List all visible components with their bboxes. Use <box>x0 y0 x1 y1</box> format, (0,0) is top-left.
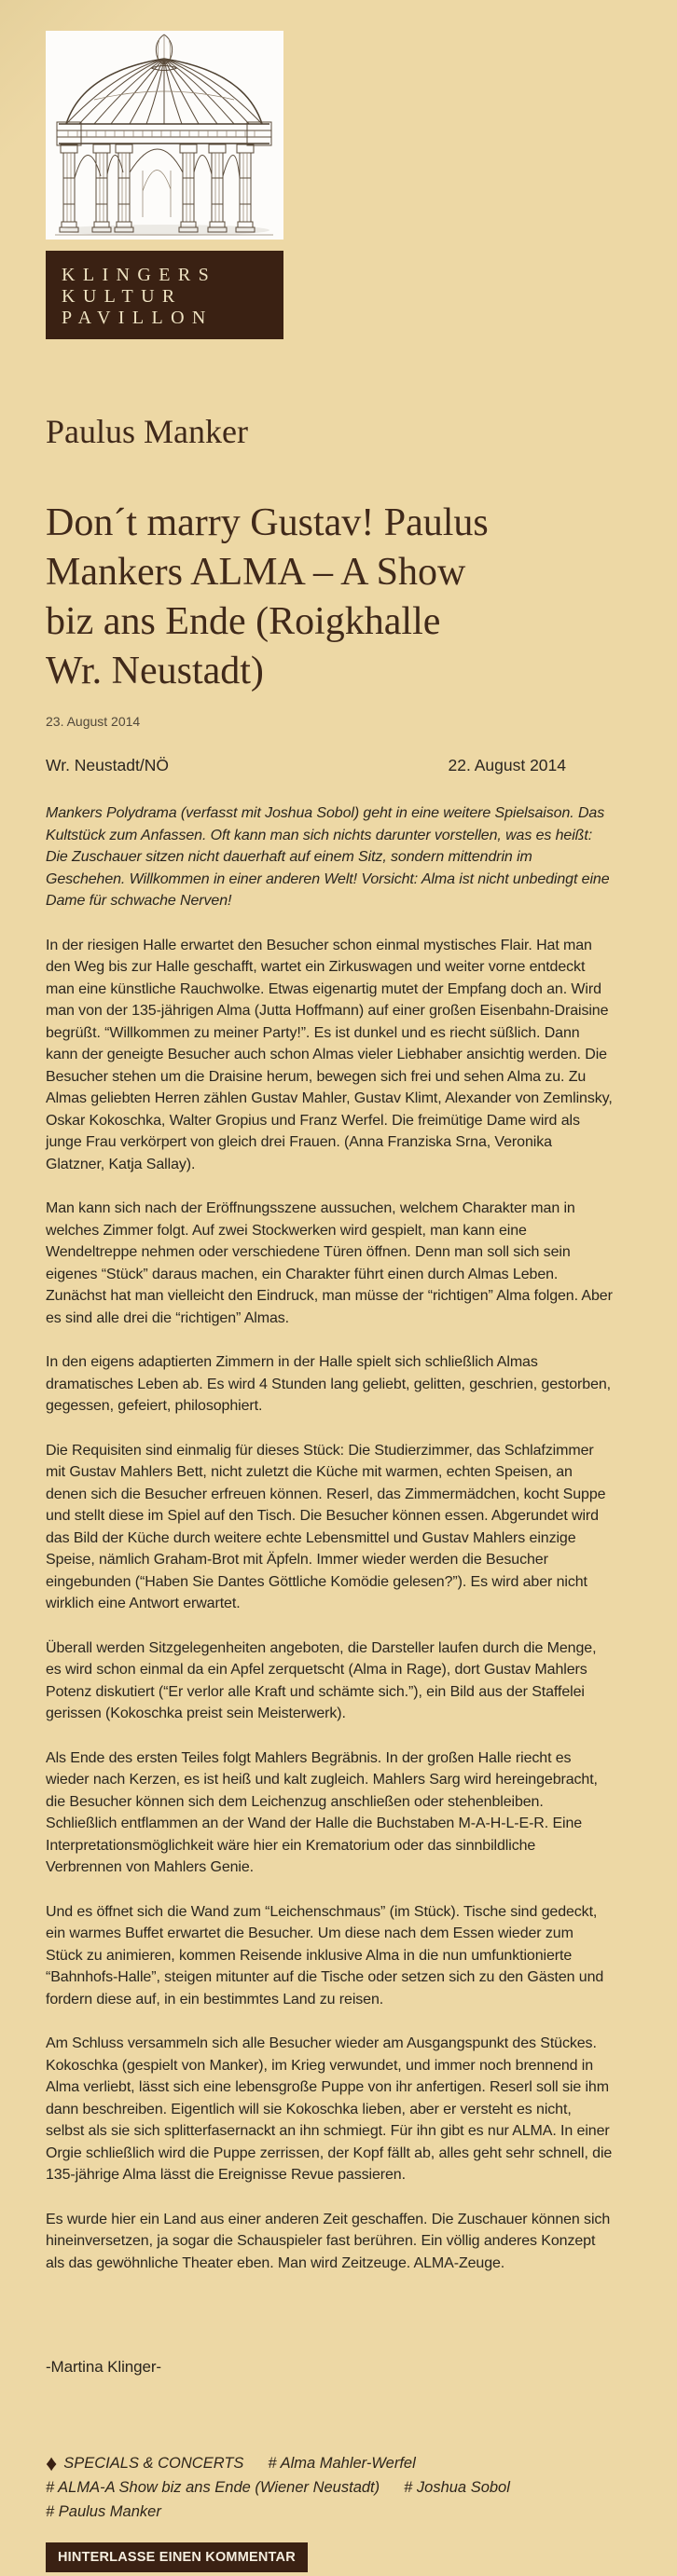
meta-row <box>46 754 566 776</box>
article-paragraph: Am Schluss versammeln sich alle Besucher wieder am Ausgangspunkt des Stückes. Kokoschka (gespielt von Manker), im Krieg verwundet, und immer noch brennend in Alma verliebt, lässt sich eine lebensgroße Puppe von ihr anfertigen. Reserl soll sie ihm dann beschreiben. Eigentlich will sie Kokoschka lieben, aber er versteht es nicht, selbst als sie sich splitterfasernackt an ihn schmiegt. Für ihn gibt es nur ALMA. In einer Orgie schließlich wird die Puppe zerrissen, der Kopf fällt ab, alles geht sehr schnell, die 135-jährige Alma lässt die Ereignisse Revue passieren. <box>46 2035 613 2183</box>
diamond-icon: ♦ <box>46 2450 58 2476</box>
tag-link[interactable]: # Joshua Sobol <box>404 2478 510 2496</box>
article-paragraph: In den eigens adaptierten Zimmern in der Halle spielt sich schließlich Almas dramatisches Leben ab. Es wird 4 Stunden lang geliebt, gelitten, geschrien, gestorben, gegessen, gefeiert, philosophiert. <box>46 1354 612 1414</box>
category-label: SPECIALS & CONCERTS <box>63 2454 244 2472</box>
article-paragraph: Als Ende des ersten Teiles folgt Mahlers Begräbnis. In der großen Halle riecht es wieder nach Kerzen, es ist heiß und kalt zugleich. Mahlers Sarg wird hereingebracht, die Besucher können sich dem Leichenzug anschließen oder stehenbleiben. Schließlich entflammen an der Wand der Halle die Buchstaben M-A-H-L-E-R. Eine Interpretationsmöglichkeit wäre hier ein Krematorium oder das sinnbildliche Verbrennen von Mahlers Genie. <box>46 1749 598 1875</box>
author-signature: -Martina Klinger- <box>46 2358 161 2376</box>
article-paragraph: Man kann sich nach der Eröffnungsszene aussuchen, welchem Charakter man in welches Zimmer folgt. Auf zwei Stockwerken wird gespielt, man kann eine Wendeltreppe nehmen oder verschiedene Türen öffnen. Denn man soll sich sein eigenes “Stück” daraus machen, ein Charakter führt einen durch Almas Leben. Zunächst hat man vielleicht den Eindruck, man müsse der “richtigen” Alma folgen. Aber es sind alle drei die “richtigen” Almas. <box>46 1200 613 1326</box>
leave-comment-button[interactable]: HINTERLASSE EINEN KOMMENTAR <box>46 2542 308 2572</box>
tag-link[interactable]: # ALMA-A Show biz ans Ende (Wiener Neustadt) <box>46 2478 380 2496</box>
tag-list <box>46 2451 647 2524</box>
brand-line: KLINGERS <box>62 265 217 285</box>
post-title-line: Mankers ALMA – A Show <box>46 551 466 594</box>
article-paragraph: In der riesigen Halle erwartet den Besucher schon einmal mystisches Flair. Hat man den Weg bis zur Halle geschafft, wartet ein Zirkuswagen und weiter vorne entdeckt man eine künstliche Rauchwolke. Etwas eigenartig mutet der Empfang doch an. Wird man von der 135-jährigen Alma (Jutta Hoffmann) auf einer großen Eisenbahn-Draisine begrüßt. “Willkommen zu meiner Party!”. Es ist dunkel und es riecht süßlich. Dann kann der geneigte Besucher auch schon Almas vieler Liebhaber ansichtig werden. Die Besucher stehen um die Draisine herum, bewegen sich frei und sehen Alma zu. Zu Almas geliebten Herren zählen Gustav Mahler, Gustav Klimt, Alexander von Zemlinsky, Oskar Kokoschka, Walter Gropius und Franz Werfel. Die freimütige Dame wird als junge Frau verkörpert von gleich drei Frauen. (Anna Franziska Srna, Veronika Glatzner, Katja Sallay). <box>46 937 613 1172</box>
brand-line: KULTUR <box>62 286 183 307</box>
meta-event-date: 22. August 2014 <box>448 756 566 774</box>
post-title-line: Don´t marry Gustav! Paulus <box>46 501 489 544</box>
article-paragraphs <box>46 935 613 2275</box>
article-paragraph: Die Requisiten sind einmalig für dieses Stück: Die Studierzimmer, das Schlafzimmer mit Gustav Mahlers Bett, nicht zuletzt die Küche mit warmen, echten Speisen, an denen sich die Besucher erfreuen können. Reserl, das Zimmermädchen, kocht Suppe und stellt diese im Spiel auf den Tisch. Die Besucher können essen. Abgerundet wird das Bild der Küche durch weitere echte Lebensmittel und Gustav Mahlers einzige Speise, nämlich Graham-Brot mit Äpfeln. Immer wieder werden die Besucher eingebunden (“Haben Sie Dantes Göttliche Komödie gelesen?”). Es wird aber nicht wirklich eine Antwort erwartet. <box>46 1442 606 1611</box>
site-logo-link[interactable] <box>46 0 283 240</box>
meta-location: Wr. Neustadt/NÖ <box>46 756 169 774</box>
article-paragraph: Und es öffnet sich die Wand zum “Leichenschmaus” (im Stück). Tische sind gedeckt, ein warmes Buffet erwartet die Besucher. Um diese nach dem Essen wieder zum Stück zu animieren, kommen Reisende inklusive Alma in die nun umfunktionierte “Bahnhofs-Halle”, steigen mitunter auf die Tische oder setzen sich zu den Gästen und fordern diese auf, in ein bestimmtes Land zu reisen. <box>46 1903 604 2007</box>
post-title <box>46 499 624 696</box>
article-paragraph: Überall werden Sitzgelegenheiten angeboten, die Darsteller laufen durch die Menge, es wird schon einmal da ein Apfel zerquetscht (Alma in Rage), dort Gustav Mahlers Potenz diskutiert (“Er verlor alle Kraft und schämte sich.”), ein Bild aus der Staffelei gerissen (Kokoschka preist sein Meisterwerk). <box>46 1639 597 1721</box>
category-link[interactable] <box>46 2451 243 2475</box>
article-body <box>46 802 613 2378</box>
author-title: Paulus Manker <box>46 413 248 450</box>
article-paragraph: Es wurde hier ein Land aus einer anderen Zeit geschaffen. Die Zuschauer können sich hineinversetzen, ja sogar die Schauspieler fast berühren. Ein völlig anderes Konzept als das gewöhnliche Theater eben. Man wird Zeitzeuge. ALMA-Zeuge. <box>46 2211 611 2271</box>
post-title-line: biz ans Ende (Roigkhalle <box>46 600 441 643</box>
tag-link[interactable]: # Alma Mahler-Werfel <box>268 2454 416 2472</box>
article-intro: Mankers Polydrama (verfasst mit Joshua Sobol) geht in eine weitere Spielsaison. Das Kultstück zum Anfassen. Oft kann man sich nichts darunter vorstellen, was es heißt: Die Zuschauer sitzen nicht dauerhaft auf einem Sitz, sondern mittendrin im Geschehen. Willkommen in einer anderen Welt! Vorsicht: Alma ist nicht unbedingt eine Dame für schwache Nerven! <box>46 805 610 909</box>
published-date: 23. August 2014 <box>46 714 141 729</box>
post-footer <box>46 2451 647 2572</box>
pavilion-logo-image <box>46 31 283 240</box>
pavilion-drawing <box>46 31 283 240</box>
brand-lines <box>62 265 283 329</box>
post-title-line: Wr. Neustadt) <box>46 650 264 692</box>
brand-box-link[interactable] <box>46 251 283 339</box>
brand-line: PAVILLON <box>62 308 214 328</box>
tag-link[interactable]: # Paulus Manker <box>46 2502 161 2520</box>
